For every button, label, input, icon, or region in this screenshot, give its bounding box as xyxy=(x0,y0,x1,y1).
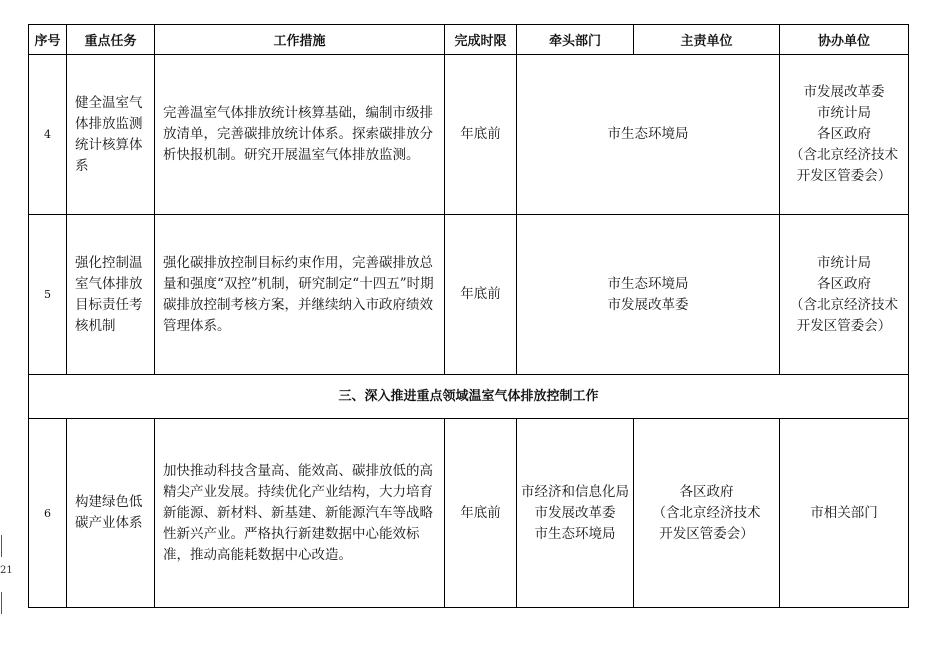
header-seq: 序号 xyxy=(29,25,67,55)
org-line: 市生态环境局 xyxy=(607,126,689,142)
org-line: 市生态环境局 xyxy=(607,275,689,292)
assist-cell: 市相关部门 xyxy=(780,419,909,608)
table-row xyxy=(29,419,909,608)
header-deadline: 完成时限 xyxy=(445,25,517,55)
deadline-cell: 年底前 xyxy=(445,215,517,375)
header-assist: 协办单位 xyxy=(780,25,909,55)
main-cell xyxy=(634,419,780,608)
measures-cell: 强化碳排放控制目标约束作用，完善碳排放总量和强度“双控”机制，研究制定“十四五”时期碳排放控制考核方案，并继续纳入市政府绩效管理体系。 xyxy=(155,215,445,375)
org-line: 市统计局 xyxy=(817,105,871,121)
seq-cell: 4 xyxy=(29,55,67,215)
table-row xyxy=(29,215,909,375)
measures-cell: 加快推动科技含量高、能效高、碳排放低的高精尖产业发展。持续优化产业结构，大力培育新能源、新材料、新基建、新能源汽车等战略性新兴产业。严格执行新建数据中心能效标准，推动高能耗数据中心改造。 xyxy=(155,419,445,608)
section-row xyxy=(29,375,909,419)
table-row xyxy=(29,55,909,215)
lead-main-cell xyxy=(517,55,780,215)
assist-cell xyxy=(780,215,909,375)
lead-cell xyxy=(517,419,634,608)
org-line: （含北京经济技术 xyxy=(790,296,898,313)
org-line: 开发区管委会） xyxy=(659,525,754,542)
header-lead: 牵头部门 xyxy=(517,25,634,55)
org-line: 各区政府 xyxy=(817,126,871,142)
org-line: （含北京经济技术 xyxy=(652,504,761,521)
section-title: 三、深入推进重点领域温室气体排放控制工作 xyxy=(29,375,909,419)
assist-cell xyxy=(780,55,909,215)
org-line: 市经济和信息化局 xyxy=(521,483,629,500)
header-measures: 工作措施 xyxy=(155,25,445,55)
org-line: （含北京经济技术 xyxy=(790,147,898,163)
org-line: 市发展改革委 xyxy=(607,296,689,313)
org-line: 市发展改革委 xyxy=(534,504,616,521)
measures-cell: 完善温室气体排放统计核算基础，编制市级排放清单，完善碳排放统计体系。探索碳排放分析快报机制。研究开展温室气体排放监测。 xyxy=(155,55,445,215)
seq-cell: 5 xyxy=(29,215,67,375)
header-main: 主责单位 xyxy=(634,25,780,55)
seq-cell: 6 xyxy=(29,419,67,608)
org-line: 市发展改革委 xyxy=(803,84,885,100)
org-line: 市生态环境局 xyxy=(534,525,616,542)
deadline-cell: 年底前 xyxy=(445,419,517,608)
task-cell: 健全温室气体排放监测统计核算体系 xyxy=(67,55,155,215)
lead-main-cell xyxy=(517,215,780,375)
margin-rule-bottom xyxy=(1,592,2,614)
task-cell: 强化控制温室气体排放目标责任考核机制 xyxy=(67,215,155,375)
org-line: 各区政府 xyxy=(817,275,871,292)
task-cell: 构建绿色低碳产业体系 xyxy=(67,419,155,608)
org-line: 开发区管委会） xyxy=(796,317,892,334)
deadline-cell: 年底前 xyxy=(445,55,517,215)
org-line: 开发区管委会） xyxy=(796,168,892,184)
org-line: 各区政府 xyxy=(679,483,734,500)
header-task: 重点任务 xyxy=(67,25,155,55)
org-line: 市统计局 xyxy=(817,254,871,271)
page-number: 21 xyxy=(0,565,13,576)
task-table xyxy=(28,24,909,608)
margin-rule-top xyxy=(1,535,2,557)
header-row xyxy=(29,25,909,55)
